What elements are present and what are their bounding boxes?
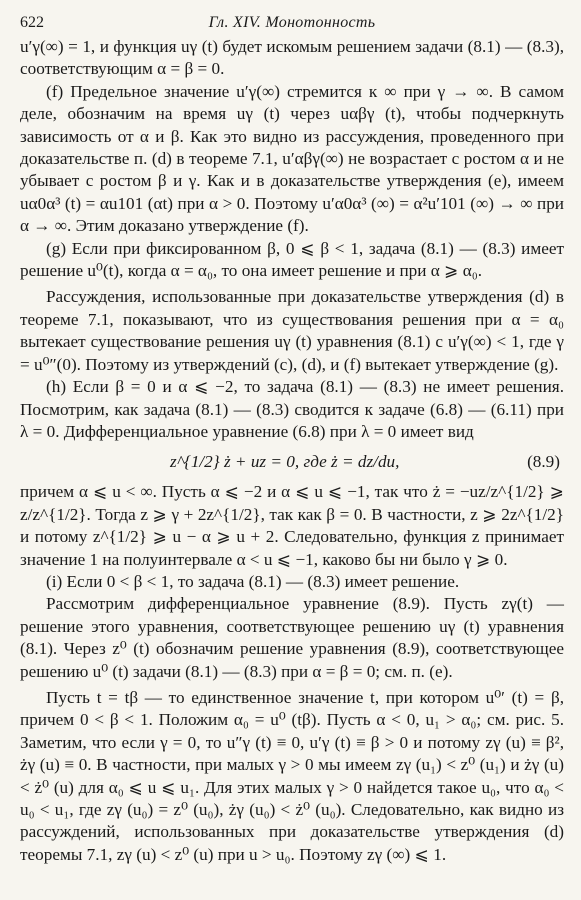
equation-body: z^{1/2} ż + uz = 0, где ż = dz/du, xyxy=(170,452,400,472)
paragraph-continuation: u′γ(∞) = 1, и функция uγ (t) будет искомым решением задачи (8.1) — (8.3), соответствующим α = β = 0. xyxy=(20,37,564,79)
paragraph-claim-f: (f) Предельное значение u′γ(∞) стремится к ∞ при γ → ∞. В самом деле, обозначим на время uγ (t) через uαβγ (t), чтобы подчеркнуть зависимость от α и β. Как это видно из рассуждения, проведенного при доказательстве п. (d) в теореме 7.1, u′αβγ(∞) не возрастает с ростом α и не убывает с ростом β и γ. Как и в доказательстве утверждения (е), имеем uα0α³ (t) = αu101 (αt) при α > 0. Поэтому u′α0α³ (∞) = α²u′101 (∞) → ∞ при α → ∞. Этим доказано утверждение (f). xyxy=(20,81,564,236)
display-equation xyxy=(20,449,564,475)
running-head: Гл. XIV. Монотонность xyxy=(208,14,376,31)
page-header xyxy=(20,12,564,34)
paragraph-claim-i: (i) Если 0 < β < 1, то задача (8.1) — (8.3) имеет решение. xyxy=(46,571,460,591)
page-number: 622 xyxy=(20,14,44,31)
paragraph-proof-i-setup: Рассмотрим дифференциальное уравнение (8.9). Пусть zγ(t) — решение этого уравнения, соответствующее решению uγ (t) уравнения (8.1). Через z⁰ (t) обозначим решение уравнения (8.9), соответствующее решению u⁰ (t) задачи (8.1) — (8.3) при α = β = 0; см. п. (е). xyxy=(20,594,564,681)
paragraph-proof-i-argument: Пусть t = tβ — то единственное значение t, при котором u⁰′ (t) = β, причем 0 < β < 1. Положим α₀ = u⁰ (tβ). Пусть α < 0, u₁ > α₀; см. рис. 5. Заметим, что если γ = 0, то u″γ (t) ≡ 0, u′γ (t) ≡ β > 0 и потому zγ (u) ≡ β², żγ (u) ≡ 0. В частности, при малых γ > 0 мы имеем zγ (u₁) < z⁰ (u₁) и żγ (u) < ż⁰ (u) для α₀ ⩽ u ⩽ u₁. Для этих малых γ > 0 найдется такое u₀, что α₀ < u₀ < u₁, где zγ (u₀) = z⁰ (u₀), żγ (u₀) < ż⁰ (u₀). Следовательно, как видно из рассуждений, использованных при доказательстве утверждения (d) теоремы 7.1, zγ (u) < z⁰ (u) при u > u₀. Поэтому zγ (∞) ⩽ 1. xyxy=(20,687,564,864)
paragraph-proof-g: Рассуждения, использованные при доказательстве утверждения (d) в теореме 7.1, показывают, что из существования решения при α = α₀ вытекает существование решения uγ (t) уравнения (8.1) с u′γ(∞) < 1, где γ = u⁰″(0). Поэтому из утверждений (с), (d), и (f) вытекает утверждение (g). xyxy=(20,287,564,374)
paragraph-claim-g: (g) Если при фиксированном β, 0 ⩽ β < 1, задача (8.1) — (8.3) имеет решение u⁰(t), когда α = α₀, то она имеет решение и при α ⩾ α₀. xyxy=(20,238,564,281)
equation-number: (8.9) xyxy=(527,452,560,472)
paragraph-claim-h: (h) Если β = 0 и α ⩽ −2, то задача (8.1) — (8.3) не имеет решения. Посмотрим, как задача (8.1) — (8.3) сводится к задаче (6.8) — (6.11) при λ = 0. Дифференциальное уравнение (6.8) при λ = 0 имеет вид xyxy=(20,377,564,441)
paragraph-proof-h: причем α ⩽ u < ∞. Пусть α ⩽ −2 и α ⩽ u ⩽ −1, так что ż = −uz/z^{1/2} ⩾ z/z^{1/2}. Тогда z ⩾ γ + 2z^{1/2}, так как β = 0. В частности, z ⩾ 2z^{1/2} и потому z^{1/2} ⩾ u − α ⩾ u + 2. Следовательно, функция z принимает значение 1 на полуинтервале α < u ⩽ −1, каково бы ни было γ ⩾ 0. xyxy=(20,482,564,569)
